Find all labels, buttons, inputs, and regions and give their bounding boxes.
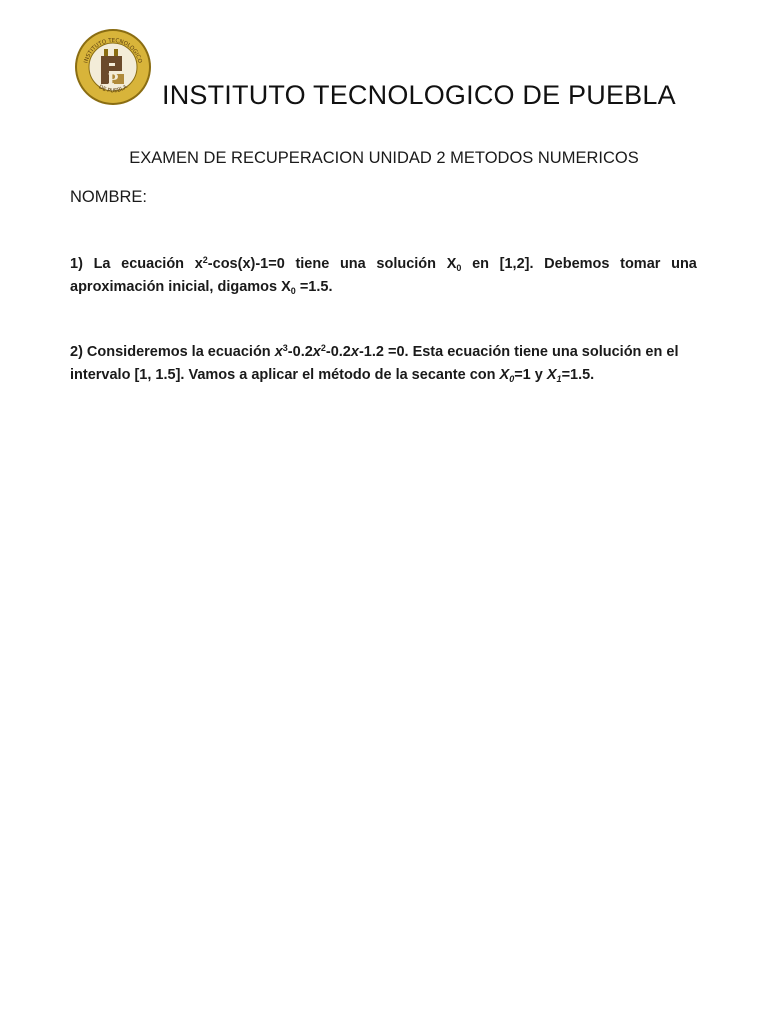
problem-2-line-1: 2) Consideremos la ecuación $x^3-0.2x^2-0.2x-1.2 =0$. Esta ecuación tiene una solución en el	[70, 343, 679, 360]
problem-1-line-1: 1) La ecuación $x^2-\cos(x)-1=0$ tiene una solución $X_0$ en [1,2]. Debemos tomar una	[70, 253, 697, 276]
seal-text-top: INSTITUTO TECNOLOGICO	[83, 37, 143, 64]
problem-1-interval: [1,2].	[499, 256, 534, 272]
problem-2-line-2: intervalo [1, 1.5]. Vamos a aplicar el método de la secante con $X_0=1$ y $X_1=1.5$.	[70, 367, 595, 384]
exam-title: EXAMEN DE RECUPERACION UNIDAD 2 METODOS NUMERICOS	[129, 149, 639, 167]
problem-1-line-2: aproximación inicial, digamos $X_0 =1.5$.	[70, 279, 333, 296]
problem-2	[70, 341, 697, 387]
seal-text-bottom: DE PUEBLA	[97, 84, 129, 95]
institute-seal-logo	[74, 28, 152, 106]
problem-1	[70, 253, 697, 299]
institute-title: INSTITUTO TECNOLOGICO DE PUEBLA	[162, 80, 676, 110]
name-label: NOMBRE:	[70, 188, 148, 206]
problem-1-number: 1)	[70, 256, 83, 272]
problem-2-number: 2)	[70, 344, 83, 360]
seal-monogram-letter: P	[107, 72, 119, 88]
problem-1-variable: $X_0$	[446, 256, 462, 273]
problem-1-equation: $x^2-\cos(x)-1=0$	[194, 255, 285, 272]
